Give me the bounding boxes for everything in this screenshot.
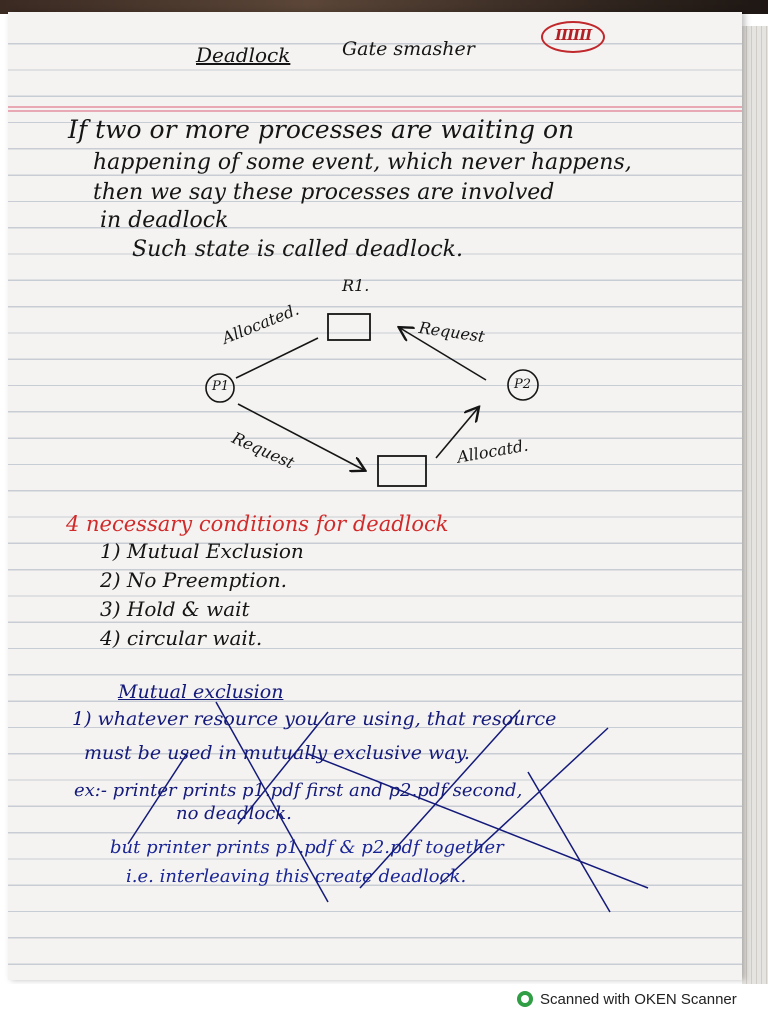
scanner-watermark: Scanned with OKEN Scanner [540, 991, 737, 1008]
page-edges [742, 26, 768, 986]
resource-label: R1. [342, 276, 370, 295]
process-p1-label: P1 [212, 379, 230, 394]
page-title: Deadlock [196, 43, 291, 67]
stamp: IIIIII [541, 21, 605, 53]
definition-line: then we say these processes are involved [93, 180, 555, 205]
definition-line: Such state is called deadlock. [132, 237, 463, 262]
explanation-line: but printer prints p1.pdf & p2.pdf together [110, 837, 504, 858]
scanner-logo-icon [517, 991, 533, 1007]
explanation-line: i.e. interleaving this create deadlock. [126, 866, 467, 887]
conditions-heading: 4 necessary conditions for deadlock [66, 512, 449, 536]
definition-line: happening of some event, which never happens, [93, 150, 632, 175]
explanation-line: 1) whatever resource you are using, that resource [72, 708, 557, 730]
edge-label: Request [417, 318, 486, 347]
explanation-line: must be used in mutually exclusive way. [84, 742, 470, 764]
section-heading: Mutual exclusion [118, 681, 284, 703]
condition-item: 1) Mutual Exclusion [100, 539, 304, 563]
process-p2-label: P2 [514, 377, 532, 392]
condition-item: 4) circular wait. [100, 626, 263, 650]
condition-item: 3) Hold & wait [100, 597, 250, 621]
explanation-line: no deadlock. [176, 803, 292, 824]
cross-out-strokes [8, 12, 742, 980]
definition-line: in deadlock [100, 208, 229, 233]
edge-label: Allocated. [219, 299, 302, 348]
edge-label: Request [229, 428, 298, 473]
condition-item: 2) No Preemption. [100, 568, 287, 592]
source-label: Gate smasher [342, 38, 475, 60]
definition-line: If two or more processes are waiting on [68, 115, 575, 144]
notebook-page [8, 12, 742, 980]
explanation-line: ex:- printer prints p1.pdf first and p2.pdf second, [74, 780, 523, 801]
edge-label: Allocatd. [455, 435, 530, 467]
